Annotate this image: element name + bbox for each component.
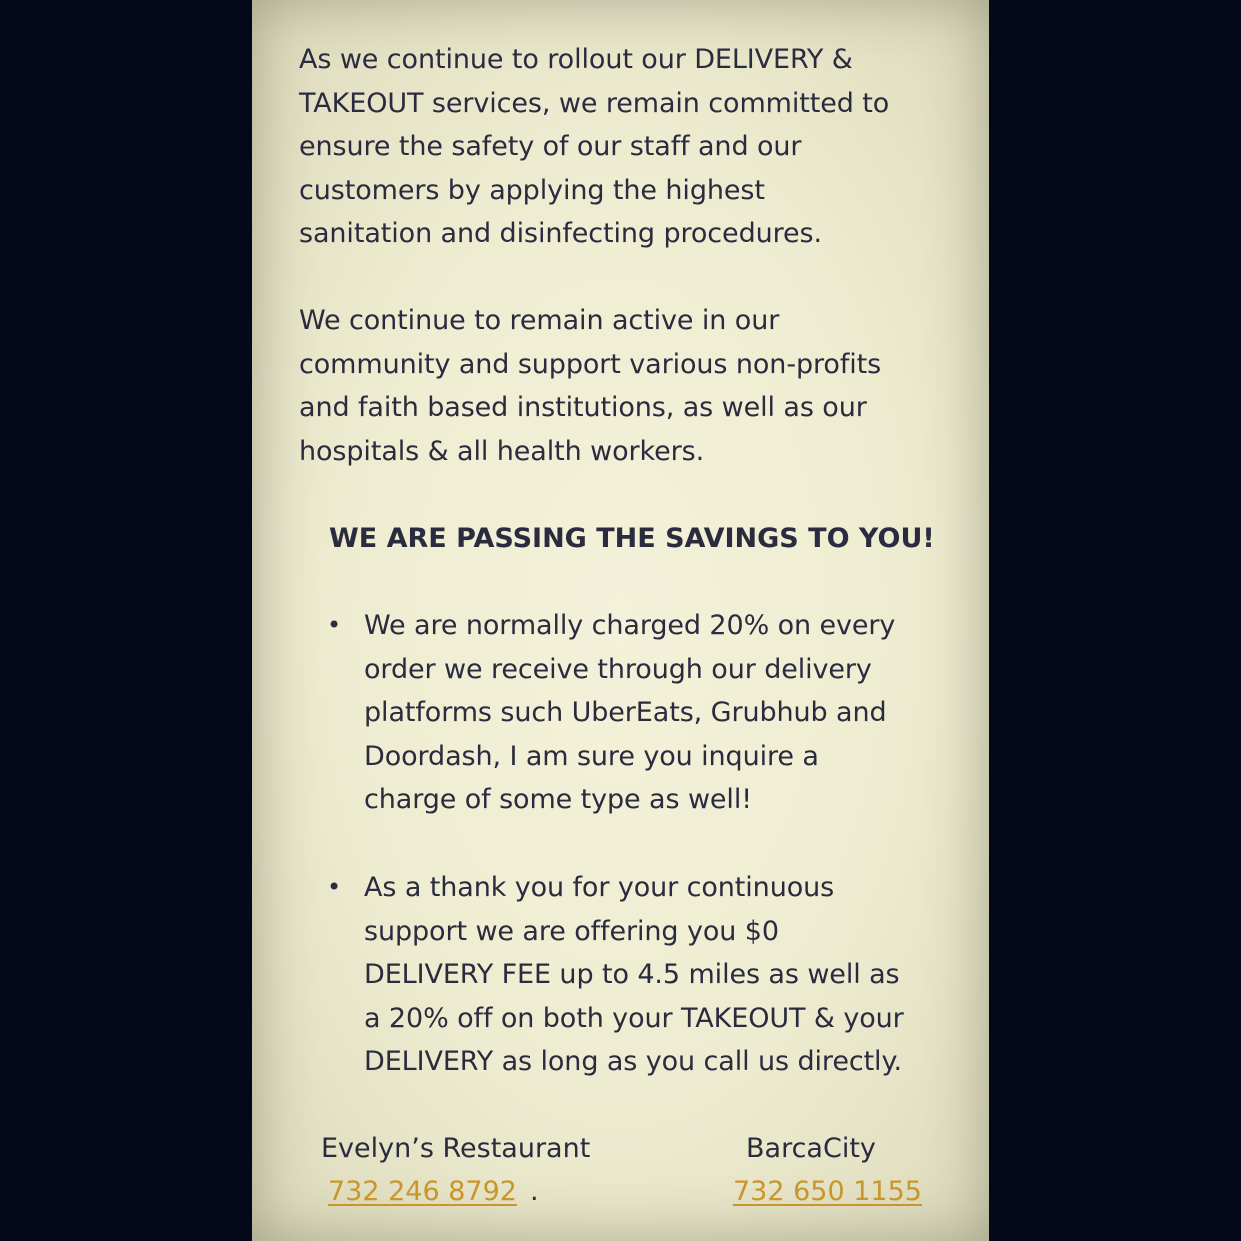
bullet-dot-1: •: [327, 611, 342, 639]
community-paragraph: We continue to remain active in our community and support various non-profits and faith based institutions, as well as our hospitals & all health workers.: [299, 305, 882, 467]
bullet-fees-text: We are normally charged 20% on every order we receive through our delivery platforms such UberEats, Grubhub and Doordash, I am sure you inquire a charge of some type as well!: [364, 610, 896, 816]
barcacity-phone-link[interactable]: 732 650 1155: [733, 1176, 922, 1207]
safety-paragraph: As we continue to rollout our DELIVERY & TAKEOUT services, we remain committed to ensure the safety of our staff and our customers by applying the highest sanitation and disinfecting procedures.: [299, 44, 890, 250]
evelyns-restaurant-name: Evelyn’s Restaurant: [321, 1133, 591, 1164]
savings-heading: WE ARE PASSING THE SAVINGS TO YOU!: [329, 523, 935, 554]
bullet-offer-text: As a thank you for your continuous support we are offering you $0 DELIVERY FEE up to 4.5 miles as well as a 20% off on both your TAKEOUT & your DELIVERY as long as you call us directly.: [364, 872, 904, 1078]
notice-paper: [252, 0, 989, 1241]
evelyns-phone-period: .: [530, 1176, 539, 1207]
barcacity-name: BarcaCity: [746, 1133, 876, 1164]
bullet-dot-2: •: [327, 873, 342, 901]
evelyns-phone-link[interactable]: 732 246 8792: [328, 1176, 517, 1207]
